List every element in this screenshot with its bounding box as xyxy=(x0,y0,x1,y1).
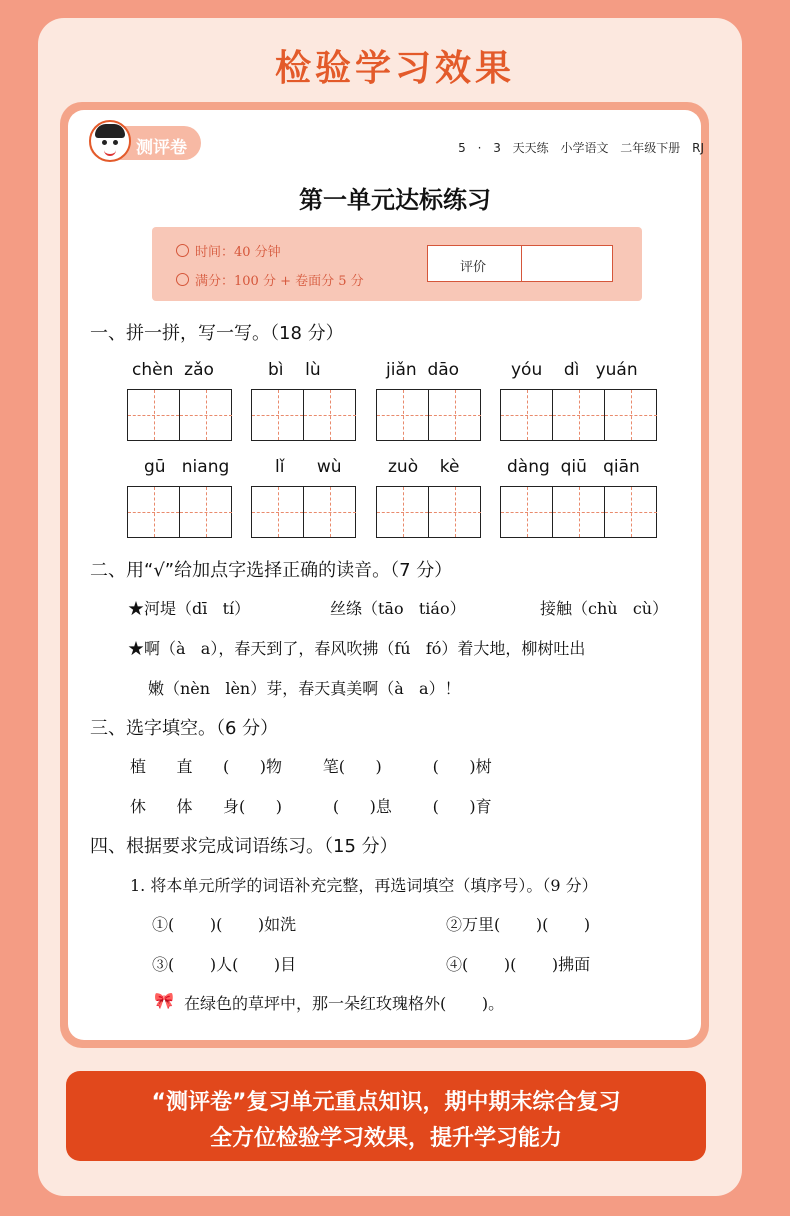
pinyin: chèn zǎo xyxy=(132,360,214,380)
question-line: ②万里( )( ) xyxy=(446,915,591,934)
pinyin: bì lù xyxy=(268,360,321,380)
page-title: 检验学习效果 xyxy=(274,48,515,89)
promo-banner xyxy=(66,1071,706,1161)
banner-line2: 全方位检验学习效果，提升学习能力 xyxy=(209,1126,562,1151)
section2-title: 二、用“√”给加点字选择正确的读音。（7 分） xyxy=(90,560,453,581)
section1-title: 一、拼一拼，写一写。（18 分） xyxy=(90,323,344,344)
question-line: 植 直 ( )物 笔( ) ( )树 xyxy=(130,757,492,776)
score-info: 满分：100 分 + 卷面分 5 分 xyxy=(176,270,364,289)
section4-title: 四、根据要求完成词语练习。（15 分） xyxy=(90,836,398,857)
writing-box[interactable] xyxy=(127,486,232,538)
writing-box[interactable] xyxy=(376,389,481,441)
question-line: 嫩（nèn lèn）芽，春天真美啊（à a）！ xyxy=(148,679,461,698)
banner-line1: “测评卷”复习单元重点知识，期中期末综合复习 xyxy=(151,1090,621,1115)
badge-label: 测评卷 xyxy=(136,138,187,158)
boy-face-icon xyxy=(89,120,131,162)
question-line: 1. 将本单元所学的词语补充完整，再选词填空（填序号）。（9 分） xyxy=(130,876,598,895)
question-line: 休 体 身( ) ( )息 ( )育 xyxy=(130,797,492,816)
question-line: ★河堤（dī tí） xyxy=(128,599,251,618)
section3-title: 三、选字填空。（6 分） xyxy=(90,718,279,739)
question-line: ①( )( )如洗 xyxy=(152,915,297,934)
pinyin: gū niang xyxy=(144,457,230,477)
pinyin: jiǎn dāo xyxy=(386,360,460,380)
writing-box[interactable] xyxy=(251,389,356,441)
pinyin: dàng qiū qiān xyxy=(507,457,640,477)
question-line: 丝绦（tāo tiáo） xyxy=(330,599,466,618)
header-meta: 5 · 3 天天练 小学语文 二年级下册 RJ xyxy=(458,141,704,155)
question-line: ③( )人( )目 xyxy=(152,955,297,974)
bow-icon: 🎀 xyxy=(154,991,174,1010)
writing-box[interactable] xyxy=(376,486,481,538)
question-line: ④( )( )拂面 xyxy=(446,955,591,974)
question-line: ★啊（à a），春天到了，春风吹拂（fú fó）着大地，柳树吐出 xyxy=(128,639,586,658)
writing-box[interactable] xyxy=(251,486,356,538)
worksheet-title: 第一单元达标练习 xyxy=(299,185,491,214)
pinyin: zuò kè xyxy=(388,457,460,477)
writing-box[interactable] xyxy=(500,486,657,538)
clock-icon xyxy=(176,244,189,257)
check-circle-icon xyxy=(176,273,189,286)
time-info: 时间：40 分钟 xyxy=(176,241,281,260)
writing-box[interactable] xyxy=(127,389,232,441)
grade-box xyxy=(427,245,613,282)
pinyin: lǐ wù xyxy=(275,457,342,477)
grade-label: 评价 xyxy=(460,260,487,275)
writing-box[interactable] xyxy=(500,389,657,441)
question-line: 接触（chù cù） xyxy=(540,599,669,618)
pinyin: yóu dì yuán xyxy=(511,360,638,380)
question-line: 在绿色的草坪中，那一朵红玫瑰格外( )。 xyxy=(184,994,505,1013)
